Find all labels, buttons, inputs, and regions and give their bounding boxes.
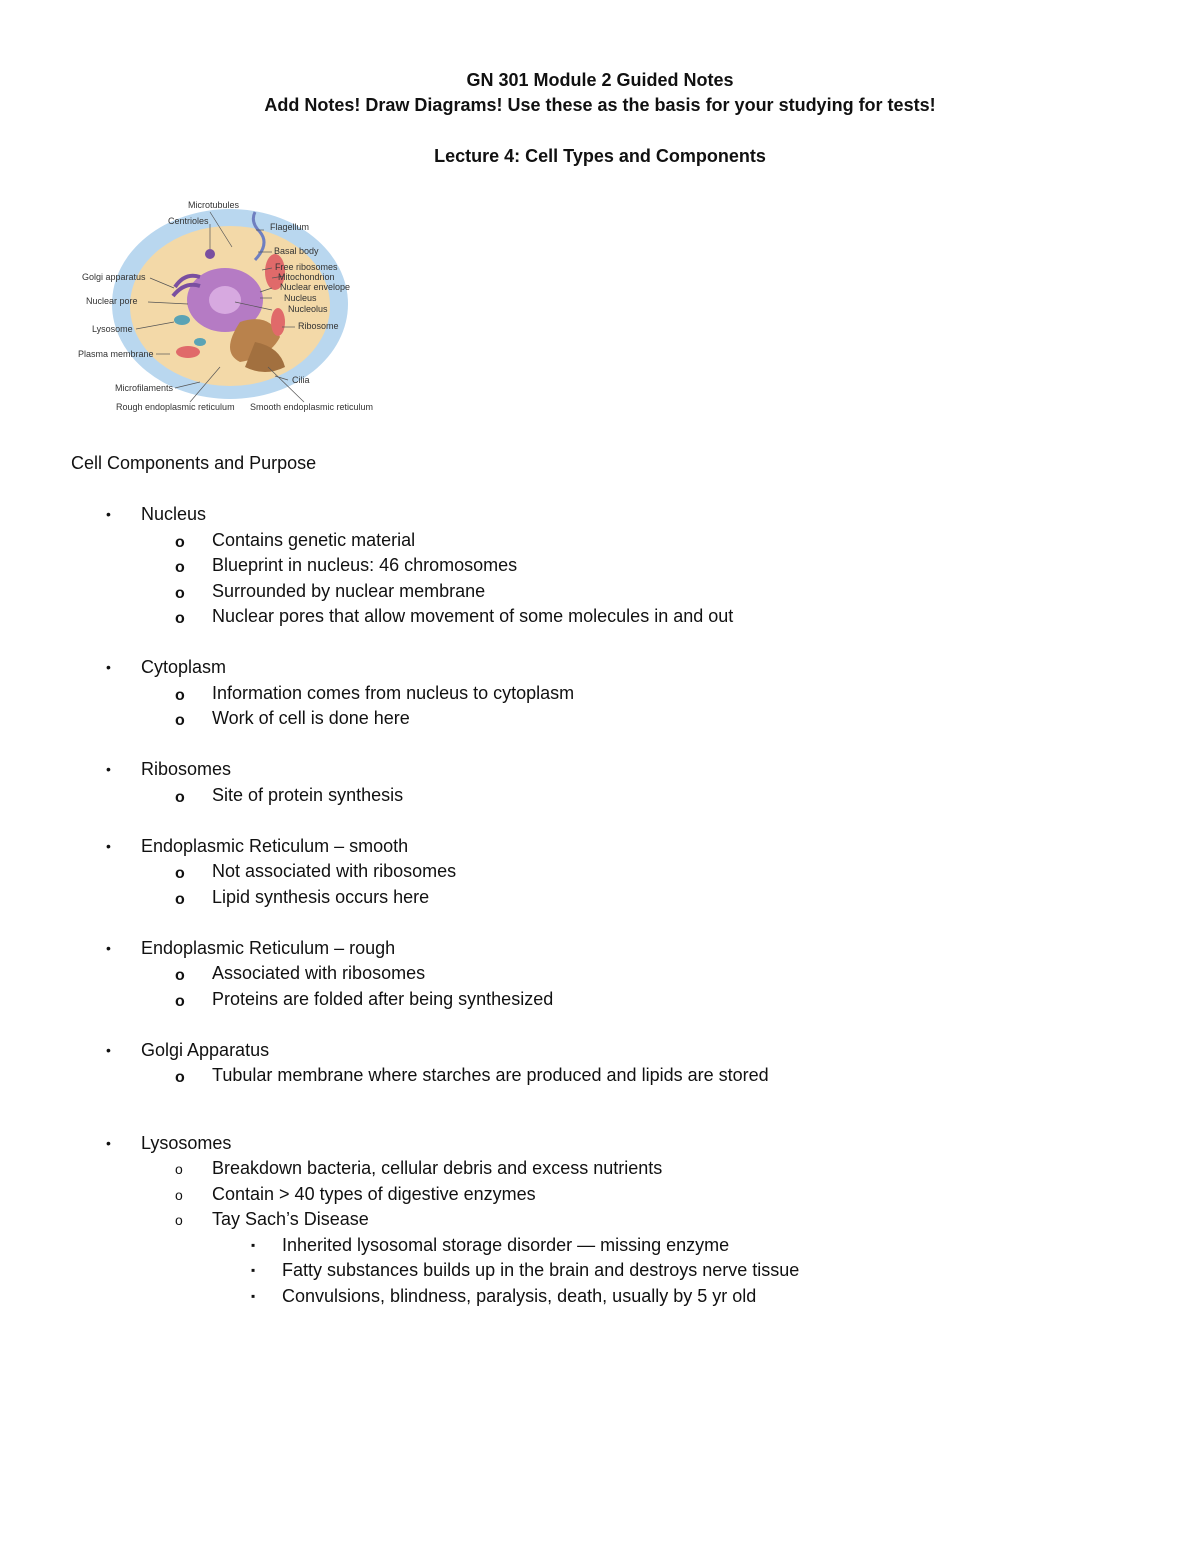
sub-item: Tay Sach’s Disease [212,1209,369,1229]
item-label: Lysosomes [141,1132,232,1153]
circle-marker: o [175,1161,183,1177]
circle-marker: o [175,967,185,984]
diagram-label: Microtubules [188,200,240,210]
sub-item: Not associated with ribosomes [212,861,457,881]
sub-item: Site of protein synthesis [212,784,404,805]
sub-item: Contain > 40 types of digestive enzymes [212,1183,536,1204]
sub-item: Tubular membrane where starches are produced and lipids are stored [212,1065,769,1085]
list-item-lysosomes [0,1131,1200,1310]
cell-illustration [70,192,390,422]
sub-sub-item: Fatty substances builds up in the brain and destroys nerve tissue [282,1260,800,1280]
sub-item: Nuclear pores that allow movement of some molecules in and out [212,606,734,626]
list-item-nucleus [0,502,1200,630]
list-item-golgi [0,1038,1200,1089]
diagram-label: Lysosome [92,324,133,334]
nucleolus-shape [209,286,241,314]
diagram-label: Nuclear pore [86,296,138,306]
diagram-label: Microfilaments [115,383,174,393]
document-title: GN 301 Module 2 Guided Notes [466,70,734,90]
circle-marker: o [175,559,185,576]
circle-marker: o [175,890,185,908]
item-label: Ribosomes [141,759,232,779]
circle-marker: o [175,788,185,806]
square-marker: ▪ [251,1263,256,1277]
bullet-marker: • [106,837,111,854]
bullet-marker: • [106,1041,111,1058]
item-label: Golgi Apparatus [141,1039,270,1060]
diagram-label: Smooth endoplasmic reticulum [250,402,374,412]
circle-marker: o [175,610,185,627]
circle-marker: o [175,712,185,729]
item-label: Cytoplasm [141,657,227,677]
bullet-marker: • [106,506,111,522]
item-label: Nucleus [141,504,207,524]
sub-item: Associated with ribosomes [212,963,426,983]
centriole-shape [205,249,215,259]
mitochondrion-shape-3 [176,346,200,358]
bullet-marker: • [106,659,111,675]
diagram-label: Flagellum [270,222,310,232]
diagram-label: Golgi apparatus [82,272,146,282]
diagram-label: Plasma membrane [78,349,154,359]
diagram-label: Free ribosomes [275,262,338,272]
mitochondrion-shape-2 [271,308,285,336]
list-item-er-rough [0,936,1200,1013]
item-label: Endoplasmic Reticulum – smooth [141,835,409,856]
list-item-er-smooth [0,834,1200,911]
sub-item: Work of cell is done here [212,708,410,728]
sub-item: Contains genetic material [212,529,416,550]
list-item-cytoplasm [0,655,1200,732]
circle-marker: o [175,533,185,551]
sub-item: Information comes from nucleus to cytoplasm [212,682,575,703]
sub-item: Lipid synthesis occurs here [212,886,430,907]
circle-marker: o [175,1069,185,1086]
lecture-heading: Lecture 4: Cell Types and Components [434,146,766,166]
section-title: Cell Components and Purpose [71,453,317,473]
sub-item: Breakdown bacteria, cellular debris and excess nutrients [212,1158,663,1178]
square-marker: ▪ [251,1288,256,1303]
diagram-label: Cilia [292,375,310,385]
item-label: Endoplasmic Reticulum – rough [141,937,396,958]
animal-cell-diagram [70,192,390,422]
diagram-label: Mitochondrion [278,272,335,282]
sub-item: Proteins are folded after being synthesized [212,988,554,1009]
document-subtitle: Add Notes! Draw Diagrams! Use these as the basis for your studying for tests! [264,95,936,115]
diagram-label: Centrioles [168,216,209,226]
sub-sub-item: Inherited lysosomal storage disorder — missing enzyme [282,1234,730,1255]
sub-item: Blueprint in nucleus: 46 chromosomes [212,555,518,575]
circle-marker: o [175,865,185,882]
notes-list [0,502,1200,1309]
bullet-marker: • [106,1134,111,1151]
circle-marker: o [175,1186,183,1203]
lysosome-shape [174,315,190,325]
diagram-label: Ribosome [298,321,339,331]
diagram-label: Nucleus [284,293,317,303]
diagram-label: Nucleolus [288,304,328,314]
circle-marker: o [175,584,185,602]
circle-marker: o [175,1212,183,1228]
sub-item: Surrounded by nuclear membrane [212,580,486,601]
bullet-marker: • [106,761,111,777]
diagram-label: Basal body [274,246,319,256]
diagram-label: Rough endoplasmic reticulum [116,402,235,412]
square-marker: ▪ [251,1237,256,1252]
circle-marker: o [175,992,185,1010]
bullet-marker: • [106,939,111,956]
list-item-ribosomes [0,757,1200,808]
sub-sub-item: Convulsions, blindness, paralysis, death, usually by 5 yr old [282,1285,757,1306]
diagram-label: Nuclear envelope [280,282,351,292]
circle-marker: o [175,686,185,704]
